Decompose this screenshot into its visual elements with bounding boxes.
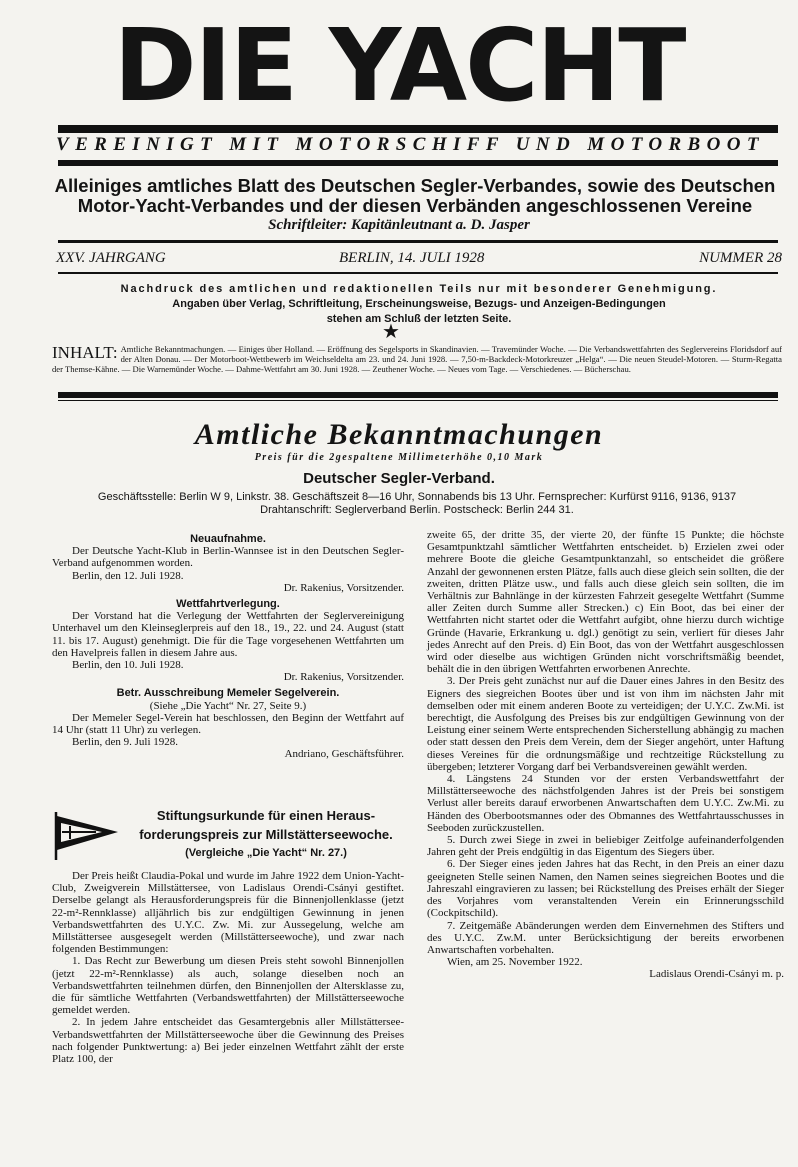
verlegung-signature: Dr. Rakenius, Vorsitzender. <box>283 671 404 684</box>
section-title: Amtliche Bekanntmachungen <box>194 418 604 451</box>
stiftung-reference: (Vergleiche „Die Yacht“ Nr. 27.) <box>185 847 347 859</box>
left-column <box>52 529 404 761</box>
divider-bar <box>58 400 778 401</box>
address-line-1: Geschäftsstelle: Berlin W 9, Linkstr. 38. Geschäftszeit 8—16 Uhr, Sonnabends bis 13 Uhr. Fernsprecher: Kurfürst 9116, 9136, 9137 <box>97 491 737 503</box>
divider-bar <box>58 272 778 274</box>
editor-line: Schriftleiter: Kapitänleutnant a. D. Jasper <box>268 217 530 233</box>
neuaufnahme-date: Berlin, den 12. Juli 1928. <box>72 569 184 582</box>
verlegung-text: Der Vorstand hat die Verlegung der Wettfahrten der Seglervereinigung Unterhavel um den Kleinseglerpreis auf den 18., 19., 22. und 24. August (statt 11. bis 17. August) genehmigt. Die für die Tage vorgesehenen Wettfahrten um den Havelpreis fallen in diesem Jahre aus. <box>52 610 404 659</box>
memel-text: Der Memeler Segel-Verein hat beschlossen, den Beginn der Wettfahrt auf 14 Uhr (statt 11 Uhr) zu verlegen. <box>52 711 404 737</box>
rules-paragraph-4: 5. Durch zwei Siege in zwei in beliebiger Zeitfolge aufeinanderfolgenden Jahren geht der Preis endgültig in das Eigentum des Siegers über. <box>427 834 784 859</box>
stiftung-paragraph-1: Der Preis heißt Claudia-Pokal und wurde im Jahre 1922 dem Union-Yacht-Club, Zweigverein Millstättersee, von Ladislaus Orendi-Csányi gestiftet. Derselbe gelangt als Herausforderungspreis für die Binnenjollenklasse (jetzt 22-m²-Rennklasse) alljährlich bis zur endgültigen Gewinnung in jenen Verbandswettfahrten des U.Y.C. Zw. Mi. zur Aussegelung, welche am Millstättersee ausgesegelt werden (Millstätterseewoche), und zwar nach folgenden Bestimmungen: <box>52 870 404 956</box>
table-of-contents <box>52 344 782 374</box>
masthead-subtitle: VEREINIGT MIT MOTORSCHIFF UND MOTORBOOT <box>56 134 765 155</box>
stiftung-heading-block <box>52 806 404 870</box>
rules-paragraph-3: 4. Längstens 24 Stunden vor der ersten Verbandswettfahrt der Millstätterseewoche des nächstfolgenden Jahres ist der Preis bei sonstigem Verlust aller bereits darauf erworbenen Anwartschaften dem U.Y.C. Zw.Mi. zu Händen des Oberbootsmannes oder des Obmannes des Wettfahrtausschusses in Seeboden zurückzustellen. <box>427 773 784 834</box>
memel-signature: Andriano, Geschäftsführer. <box>284 748 404 761</box>
inhalt-label: INHALT: <box>52 343 118 362</box>
issue-number: NUMMER 28 <box>699 250 782 266</box>
verlegung-heading: Wettfahrtverlegung. <box>176 598 280 611</box>
divider-bar <box>58 392 778 398</box>
divider-bar <box>58 160 778 166</box>
rules-paragraph-2: 3. Der Preis geht zunächst nur auf die Dauer eines Jahres in den Besitz des Eigners des siegreichen Bootes über und ist von ihm im nächsten Jahr mit demselben oder mit einem anderen Boote zu verteidigen; der U.Y.C. Zw.Mi. ist berechtigt, die Ausfolgung des Preises bis zur endgültigen Gewinnung von der Leistung einer seinem Werte entsprechenden Sicherstellung abhängig zu machen oder statt dessen den Preis dem Verein, dem der Sieger angehört, unter Haftung dieses Vereines für die ordnungsmäßige und rechtzeitige Rückstellung zu übergeben; letzterer Vorgang darf bei Verbandsvereinen gewählt werden. <box>427 675 784 773</box>
place-date: BERLIN, 14. JULI 1928 <box>339 250 485 266</box>
club-pennant-icon <box>52 810 120 862</box>
neuaufnahme-heading: Neuaufnahme. <box>190 533 266 545</box>
rules-paragraph-1: zweite 65, der dritte 35, der vierte 20, der fünfte 15 Punkte; die höchste Gesamtpunktzahl sämtlicher Wettfahrten entscheidet. b) Erzielen zwei oder mehrere Boote die gleiche Gesamtpunktanzahl, so entscheidet die größere Anzahl der gewonnenen ersten Plätze, falls auch diese gleich sein sollten, die der zweiten, dritten Plätze usw., und falls auch diese gleich sein sollten, die im Verhältnis zur Bahnlänge in der kürzesten Fahrzeit gesegelte Wettfahrt (Summe aller Zeiten durch Summe aller Strecken.) c) Ein Boot, das bei einer der Wettfahrten nicht startet oder die Wettfahrt aufgibt, ohne hierzu durch wichtige Gründe (Havarie, Erkrankung u. dgl.) genötigt zu sein, verliert für dieses Jahr jedes Anrecht auf den Preis. d) Ein Boot, das von der Wettfahrt ausgeschlossen wird oder dieselbe aus wichtigen Gründen nicht vorschriftsmäßig beendet, behält die in den übrigen Wettfahrten erworbenen Anrechte. <box>427 529 784 676</box>
notice-line-1: Nachdruck des amtlichen und redaktionellen Teils nur mit besonderer Genehmigung. <box>120 283 718 295</box>
neuaufnahme-text: Der Deutsche Yacht-Klub in Berlin-Wannsee ist in den Deutschen Segler-Verband aufgenommen worden. <box>52 545 404 570</box>
notice-line-2: Angaben über Verlag, Schriftleitung, Erscheinungsweise, Bezugs- und Anzeigen-Bedingungen <box>172 298 666 310</box>
notice-line-3: stehen am Schluß der letzten Seite. <box>326 313 512 325</box>
stiftung-heading-line-1: Stiftungsurkunde für einen Heraus- <box>156 808 376 823</box>
reprint-notice <box>56 282 782 327</box>
rules-signature: Ladislaus Orendi-Csányi m. p. <box>649 968 784 981</box>
left-column-lower <box>52 870 404 1065</box>
organization-heading: Deutscher Segler-Verband. <box>303 470 495 487</box>
rules-paragraph-5: 6. Der Sieger eines jeden Jahres hat das Recht, in den Preis an einer dazu geeigneten Stelle seinen Namen, den Namen seines siegreichen Bootes und die Jahreszahl eingravieren zu lassen; bei Rückstellung des Preises erhält der Sieger des Vorjahres vom veranstaltenden Verein ein Erinnerungsschild (Cockpitschild). <box>427 858 784 920</box>
stiftung-heading-line-2: forderungspreis zur Millstätterseewoche. <box>139 827 393 842</box>
organization-address <box>50 491 784 517</box>
memel-heading: Betr. Ausschreibung Memeler Segelverein. <box>116 687 340 700</box>
rules-paragraph-6: 7. Zeitgemäße Abänderungen werden dem Einvernehmen des Stifters und des U.Y.C. Zw.M. unter Berücksichtigung der bereits erworbenen Anwartschaften vorbehalten. <box>427 919 784 956</box>
memel-date: Berlin, den 9. Juli 1928. <box>72 736 179 749</box>
stiftung-heading <box>124 806 408 863</box>
rules-date: Wien, am 25. November 1922. <box>447 956 583 969</box>
divider-bar <box>58 125 778 133</box>
inhalt-text: Amtliche Bekanntmachungen. — Einiges über Holland. — Eröffnung des Segelsports in Skandinavien. — Travemünder Woche. — Die Verbandswettfahrten des Seglervereins Floridsdorf auf der Alten Donau. — Der Motorboot-Wettbewerb im Weichseldelta am 23. und 24. Juni 1928. — 7,50-m-Backdeck-Motorkreuzer „Helga“. — Die neuen Steudel-Motoren. — Sturm-Regatta der Themse-Kähne. — Die Warnemünder Woche. — Dahme-Wettfahrt am 30. Juni 1928. — Zeuthener Woche. — Neues vom Tage. — Verschiedenes. — Bücherschau. <box>52 344 782 374</box>
stiftung-paragraph-3: 2. In jedem Jahre entscheidet das Gesamtergebnis aller Millstättersee-Verbandswettfahrten der Millstätterseewoche über die Gewinnung des Preises nach folgender Punktwertung: a) Bei jeder einzelnen Wettfahrt zählt der erste Platz 100, der <box>52 1016 404 1066</box>
masthead-title: DIE YACHT <box>113 7 685 124</box>
stiftung-paragraph-2: 1. Das Recht zur Bewerbung um diesen Preis steht sowohl Binnenjollen (jetzt 22-m²-Rennklasse) als auch, solange dieselben noch an Verbandswettfahrten teilnehmen dürfen, den Binnenjollen der Altersklasse zu, die für sämtliche Wettfahrten (Verbandswettfahrten) der Millstätterseewoche gemeldet werden. <box>52 955 404 1017</box>
price-note: Preis für die 2gespaltene Millimeterhöhe 0,10 Mark <box>254 452 544 463</box>
memel-reference: (Siehe „Die Yacht“ Nr. 27, Seite 9.) <box>149 699 307 712</box>
volume: XXV. JAHRGANG <box>56 250 166 266</box>
star-ornament-icon: ★ <box>382 321 400 343</box>
official-line-2: Motor-Yacht-Verbandes und der diesen Verbänden angeschlossenen Vereine <box>77 195 753 216</box>
divider-bar <box>58 240 778 243</box>
neuaufnahme-signature: Dr. Rakenius, Vorsitzender. <box>283 581 404 594</box>
right-column <box>427 529 784 981</box>
official-line-1: Alleiniges amtliches Blatt des Deutschen Segler-Verbandes, sowie des Deutschen <box>54 175 776 196</box>
verlegung-date: Berlin, den 10. Juli 1928. <box>72 659 184 672</box>
address-line-2: Drahtanschrift: Seglerverband Berlin. Postscheck: Berlin 244 31. <box>260 504 574 516</box>
official-statement <box>50 176 780 216</box>
